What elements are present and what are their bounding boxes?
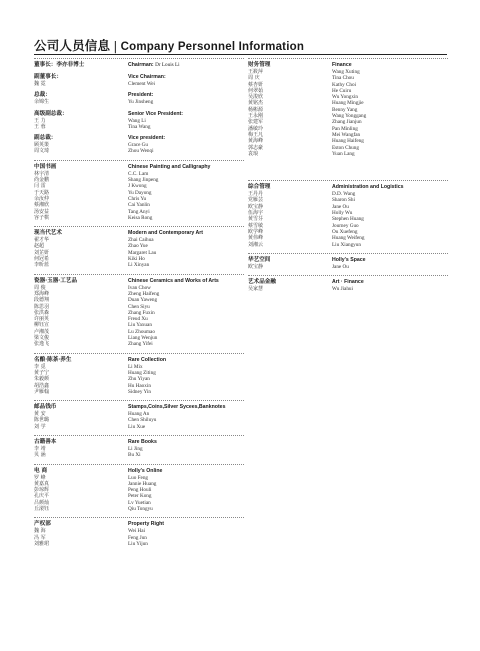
dotted-divider [34, 353, 244, 354]
personnel-group [34, 164, 244, 221]
group-heading-cn: 副总裁： [34, 135, 57, 142]
person-name-en: D.D. Wang [332, 191, 356, 198]
person-name-en: Huang Weifeng [332, 235, 365, 242]
english-names [128, 74, 244, 87]
person-name-en: Li Mix [128, 363, 143, 370]
person-name-en: Peter Kong [128, 493, 152, 500]
chinese-names [34, 230, 128, 268]
group-heading-en-label: Chairman: [128, 62, 154, 68]
person-name-en: Zhang Yifei [128, 341, 153, 348]
chinese-names [248, 184, 332, 248]
dotted-divider [34, 226, 244, 227]
dotted-divider [34, 435, 244, 436]
personnel-group [248, 279, 448, 292]
group-heading-cn: 财务管理 [248, 62, 271, 68]
person-name-en: Kiki Ho [128, 256, 145, 263]
person-name-cn: 陈世璐 [34, 417, 50, 424]
person-name-en: Grace Gu [128, 142, 149, 149]
person-name-cn: 朱毅颜 [34, 376, 50, 383]
person-name-en: Tina Chou [332, 75, 354, 82]
person-name-cn: 何冠希 [34, 256, 50, 263]
english-names [128, 111, 244, 131]
group-heading-en [332, 184, 448, 191]
group-heading-en-label: Property Right [128, 521, 165, 528]
person-name-en: Chen Siyu [128, 303, 150, 310]
person-name-cn: 李 靖 [34, 445, 46, 452]
personnel-group [34, 92, 244, 105]
english-names [332, 62, 448, 157]
chinese-names [34, 439, 128, 459]
person-name-en: Zhu Yiyan [128, 376, 150, 383]
person-name-cn: 潘敏玲 [248, 125, 264, 132]
group-heading-en [128, 357, 244, 364]
group-heading-en [128, 135, 244, 142]
group-heading-en-label: Chinese Ceramics and Works of Arts [128, 277, 219, 284]
finance-section [248, 58, 448, 157]
group-heading-en-label: Senior Vice President: [128, 110, 183, 117]
person-name-en: Zhang Fuxin [128, 309, 155, 316]
personnel-group [34, 357, 244, 395]
title-separator: | [113, 38, 118, 53]
person-name-en: Yu Jinsheng [128, 99, 154, 106]
person-name-en: Zheng Haifeng [128, 290, 160, 297]
chinese-names [34, 74, 128, 87]
person-name-en: Wu Jiahui [332, 286, 353, 293]
person-name-cn: 黄铭杰 [248, 100, 264, 107]
english-names [332, 257, 448, 270]
title-rule [34, 54, 447, 55]
person-name-cn: 段德翔 [34, 297, 50, 304]
group-heading-en-name: Dr Louis Li [155, 62, 180, 68]
personnel-group [34, 439, 244, 459]
person-name-cn: 蔡雪敏 [248, 222, 264, 229]
dotted-divider [34, 58, 244, 59]
group-heading-en [128, 92, 244, 99]
person-name-cn: 顾英策 [34, 142, 50, 149]
group-heading-cn: 中国书画 [34, 163, 57, 170]
group-heading-cn: 董事长：李亦非博士 [34, 62, 85, 68]
group-heading-cn: 古籍善本 [34, 438, 57, 445]
person-name-en: Lu Zhoumao [128, 328, 155, 335]
person-name-cn: 黄雪芬 [248, 216, 264, 223]
personnel-group [34, 111, 244, 131]
chinese-names [34, 164, 128, 221]
group-heading-en-label: Administration and Logistics [332, 184, 404, 191]
person-name-cn: 王 力 [34, 117, 46, 124]
person-name-cn: 吴浚欣 [248, 94, 264, 101]
person-name-cn: 王筱萍 [248, 69, 264, 75]
person-name-en: Sharon Shi [332, 197, 355, 204]
group-heading-en [332, 62, 448, 69]
person-name-cn: 欧宝静 [248, 203, 264, 210]
group-heading-en [332, 257, 448, 264]
personnel-group [34, 521, 244, 547]
dotted-divider [34, 464, 244, 465]
person-name-en: Zhang Jianjun [332, 119, 362, 126]
person-name-cn: 刘湘云 [248, 241, 264, 248]
person-name-cn: 党雁芸 [248, 197, 264, 204]
person-name-cn: 柳钰宣 [34, 322, 50, 329]
group-heading-en-label: Vice Chairman: [128, 74, 166, 80]
group-heading-cn: 副董事长： [34, 74, 62, 80]
person-name-en: Jane Ou [332, 203, 349, 210]
person-name-en: Chris Yu [128, 195, 147, 202]
person-name-cn: 刘 学 [34, 423, 46, 430]
person-name-cn: 尹雁翰 [34, 388, 50, 395]
personnel-group [34, 404, 244, 430]
person-name-en: Sidney Yin [128, 388, 152, 395]
person-name-en: Liang Wenjun [128, 335, 158, 342]
person-name-cn: 王 蓉 [34, 123, 46, 130]
group-heading-en-label: Holly's Online [128, 467, 163, 474]
person-name-cn: 李昕蓝 [34, 262, 50, 269]
english-names [128, 357, 244, 395]
person-name-cn: 贝 涵 [34, 452, 46, 459]
department-section [34, 400, 244, 430]
person-name-en: Clement Wei [128, 81, 156, 87]
person-name-cn: 王丹丹 [248, 191, 264, 198]
person-name-cn: 梁文俊 [34, 335, 50, 342]
group-heading-en-label: Finance [332, 62, 352, 68]
person-name-en: Huang Haifeng [332, 138, 364, 145]
english-names [332, 279, 448, 292]
person-name-cn: 郭志豪 [248, 144, 264, 151]
personnel-group [248, 257, 448, 270]
group-heading-cn: 高级副总裁： [34, 110, 68, 117]
person-name-cn: 蔡杏妍 [248, 81, 264, 88]
person-name-en: Jane Ou [332, 263, 349, 270]
person-name-cn: 梅王凡 [248, 131, 264, 138]
person-name-en: Li Xinyan [128, 262, 150, 269]
person-name-en: Peng Houli [128, 487, 152, 494]
person-name-cn: 罗 峰 [34, 474, 46, 481]
personnel-group [34, 74, 244, 87]
group-heading-en-label: Art · Finance [332, 279, 364, 286]
person-name-cn: 黄子宁 [34, 369, 50, 376]
admin-section [248, 180, 448, 248]
person-name-en: Huang An [128, 411, 150, 418]
group-heading-cn: 名酿·陈茶·养生 [34, 356, 72, 363]
group-heading-en-label: Chinese Painting and Calligraphy [128, 163, 211, 170]
person-name-cn: 魏 海 [34, 528, 46, 535]
chinese-names [34, 521, 128, 547]
person-name-cn: 赵超 [34, 243, 45, 250]
person-name-cn: 容子棋 [34, 214, 50, 221]
person-name-cn: 张逸飞 [34, 341, 50, 348]
person-name-en: Wu Yongxin [332, 94, 359, 101]
person-name-cn: 胡浩鑫 [34, 382, 50, 389]
person-name-cn: 周文琦 [34, 148, 50, 155]
english-names [128, 230, 244, 268]
department-section [34, 226, 244, 268]
personnel-group [34, 62, 244, 69]
person-name-en: Feng Jun [128, 534, 147, 541]
person-name-en: Huang Ziting [128, 369, 156, 376]
person-name-en: Yuan Lang [332, 150, 355, 157]
person-name-en: Margaret Lau [128, 249, 157, 256]
person-name-cn: 余锦生 [34, 99, 50, 106]
person-name-en: Tang Anyi [128, 208, 150, 215]
person-name-cn: 王永刚 [248, 113, 264, 120]
person-name-cn: 吕颜灿 [34, 499, 50, 506]
person-name-en: He Cuiru [332, 87, 352, 94]
group-heading-cn: 华艺空间 [248, 256, 271, 263]
dotted-divider [248, 275, 448, 276]
person-name-en: Holly Wu [332, 210, 353, 217]
group-heading-cn: 瓷器·玉器·工艺品 [34, 277, 78, 284]
title-cn: 公司人员信息 [34, 38, 111, 53]
english-names [128, 62, 244, 69]
person-name-en: Keisa Rong [128, 214, 153, 221]
column-spacer [248, 162, 448, 180]
personnel-group [34, 468, 244, 513]
person-name-en: Bu Xi [128, 452, 141, 459]
person-name-en: Luo Feng [128, 474, 149, 481]
person-name-en: Wang Xuting [332, 69, 360, 75]
group-heading-en [128, 521, 244, 528]
english-names [128, 404, 244, 430]
group-heading-cn: 总裁： [34, 92, 51, 99]
english-names [128, 164, 244, 221]
person-name-cn: 黄海峰 [248, 138, 264, 145]
person-name-en: Wang Li [128, 117, 146, 124]
group-heading-en [128, 164, 244, 171]
person-name-cn: 汤安益 [34, 208, 50, 215]
personnel-group [34, 230, 244, 268]
person-name-en: Yu Dayong [128, 189, 152, 196]
person-name-cn: 袁琅 [248, 150, 259, 157]
person-name-en: Duan Yaweng [128, 297, 158, 304]
group-heading-en [128, 404, 244, 411]
person-name-cn: 周 庆 [248, 75, 260, 82]
leadership-section [34, 58, 244, 155]
department-section [34, 160, 244, 221]
person-name-en: Chen Shiluyu [128, 417, 157, 424]
person-name-en: Eston Chung [332, 144, 359, 151]
group-heading-en [128, 278, 244, 285]
person-name-cn: 尚金鹏 [34, 177, 50, 184]
person-name-cn: 冯 军 [34, 534, 46, 541]
group-heading-en [128, 230, 244, 237]
person-name-cn: 翟才华 [34, 237, 50, 244]
group-heading-en-label: Stamps,Coins,Silver Sycees,Banknotes [128, 404, 226, 411]
person-name-cn: 欧学峰 [248, 228, 264, 235]
person-name-cn: 黄嘉真 [34, 480, 50, 487]
chinese-names [34, 357, 128, 395]
chinese-names [34, 92, 128, 105]
person-name-cn: 张建军 [248, 119, 264, 126]
person-name-en: C.C. Lam [128, 170, 149, 177]
dotted-divider [34, 400, 244, 401]
person-name-en: Liu Xiangyun [332, 241, 361, 248]
person-name-cn: 李 觅 [34, 363, 46, 370]
person-name-cn: 刘雅珺 [34, 540, 50, 547]
person-name-cn: 卢湘茂 [34, 328, 50, 335]
chinese-names [34, 278, 128, 348]
person-name-cn: 蔡湘欣 [34, 202, 50, 209]
person-name-en: Wang Yonggang [332, 113, 367, 120]
person-name-cn: 何翠茹 [248, 87, 264, 94]
dotted-divider [248, 253, 448, 254]
person-name-cn: 伍海宇 [248, 210, 264, 217]
chinese-names [248, 257, 332, 270]
group-heading-en-label: Rare Collection [128, 356, 167, 363]
person-name-cn: 林宇清 [34, 170, 50, 177]
english-names [128, 468, 244, 513]
person-name-en: Freud Xu [128, 316, 148, 323]
person-name-en: Kathy Choi [332, 81, 357, 88]
person-name-en: Hu Haoxin [128, 382, 151, 389]
art-finance-section [248, 275, 448, 292]
chinese-names [34, 62, 128, 69]
person-name-en: J Kwong [128, 183, 147, 190]
dotted-divider [248, 58, 448, 59]
chinese-names [248, 62, 332, 157]
chinese-names [34, 135, 128, 155]
department-section [34, 353, 244, 395]
page-title [34, 36, 304, 54]
department-section [34, 274, 244, 348]
group-heading-cn: 邮品钱币 [34, 404, 57, 411]
person-name-cn: 吴家慧 [248, 286, 264, 293]
person-name-cn: 余汝仲 [34, 195, 50, 202]
chinese-names [34, 404, 128, 430]
person-name-en: Pan Minling [332, 125, 358, 132]
person-name-en: Zhai Caihua [128, 237, 154, 244]
person-name-en: Liu Yaxuan [128, 322, 152, 329]
group-heading-cn: 综合管理 [248, 184, 271, 191]
person-name-cn: 于天路 [34, 189, 50, 196]
person-name-cn: 闫 雷 [34, 183, 46, 190]
dotted-divider [34, 160, 244, 161]
person-name-en: Journey Guo [332, 222, 359, 229]
dotted-divider [34, 517, 244, 518]
person-name-en: Huang Mingjie [332, 100, 364, 107]
person-name-cn: 欧宝静 [248, 263, 264, 270]
group-heading-en-label: Vice president: [128, 135, 166, 142]
group-heading-en [128, 111, 244, 118]
person-name-en: Stephen Huang [332, 216, 364, 223]
personnel-group [248, 184, 448, 248]
person-name-en: Jannie Huang [128, 480, 157, 487]
dotted-divider [248, 180, 448, 181]
group-heading-en-label: President: [128, 92, 154, 99]
person-name-cn: 魏 霓 [34, 81, 46, 87]
group-heading-en [128, 62, 244, 69]
hollys-space-section [248, 253, 448, 270]
person-name-en: Tina Wang [128, 123, 151, 130]
person-name-cn: 丘滚钰 [34, 506, 50, 513]
person-name-cn: 陈思羽 [34, 303, 50, 310]
person-name-cn: 许丽英 [34, 316, 50, 323]
group-heading-en [128, 74, 244, 81]
group-heading-cn: 电 商 [34, 467, 48, 474]
department-section [34, 464, 244, 513]
person-name-en: Cai Yanlin [128, 202, 150, 209]
english-names [128, 92, 244, 105]
group-heading-cn: 产权部 [34, 521, 51, 528]
department-section [34, 517, 244, 547]
personnel-group [34, 278, 244, 348]
person-name-en: Qiu Tongyu [128, 506, 153, 513]
english-names [332, 184, 448, 248]
english-names [128, 439, 244, 459]
person-name-cn: 黄伟峰 [248, 235, 264, 242]
person-name-cn: 周 俊 [34, 284, 46, 291]
person-name-en: Ivan Chow [128, 284, 151, 291]
person-name-en: Li Jing [128, 445, 143, 452]
group-heading-en-label: Rare Books [128, 438, 157, 445]
person-name-en: Benny Yang [332, 106, 358, 113]
person-name-cn: 张洪森 [34, 309, 50, 316]
person-name-cn: 郑海峰 [34, 290, 50, 297]
group-heading-en-label: Holly's Space [332, 256, 366, 263]
chinese-names [248, 279, 332, 292]
english-names [128, 135, 244, 155]
person-name-cn: 彭琼辉 [34, 487, 50, 494]
dotted-divider [34, 274, 244, 275]
person-name-cn: 孔庆平 [34, 493, 50, 500]
person-name-cn: 黄 安 [34, 411, 46, 418]
person-name-en: Liu Xue [128, 423, 146, 430]
chinese-names [34, 468, 128, 513]
person-name-en: Zhao Yue [128, 243, 148, 250]
group-heading-en [128, 468, 244, 475]
personnel-group [34, 135, 244, 155]
english-names [128, 521, 244, 547]
person-name-cn: 杨彬源 [248, 106, 264, 113]
group-heading-en [128, 439, 244, 446]
department-section [34, 435, 244, 459]
english-names [128, 278, 244, 348]
group-heading-en-label: Modern and Contemporary Art [128, 230, 204, 237]
person-name-en: Mei Wangfan [332, 131, 361, 138]
title-en: Company Personnel Information [120, 41, 305, 53]
personnel-group [248, 62, 448, 157]
person-name-en: Lv Yuetian [128, 499, 151, 506]
person-name-en: Shang Jinpeng [128, 177, 159, 184]
group-heading-cn: 现当代艺术 [34, 230, 62, 237]
person-name-en: Liu Yijun [128, 540, 148, 547]
person-name-cn: 刘芷妍 [34, 249, 50, 256]
left-column [34, 58, 244, 552]
person-name-en: Wei Hai [128, 528, 146, 535]
chinese-names [34, 111, 128, 131]
right-column [248, 58, 448, 297]
person-name-en: Ou Xuefeng [332, 228, 358, 235]
group-heading-cn: 艺术品金融 [248, 279, 276, 286]
group-heading-en [332, 279, 448, 286]
person-name-en: Zhou Wenqi [128, 148, 154, 155]
